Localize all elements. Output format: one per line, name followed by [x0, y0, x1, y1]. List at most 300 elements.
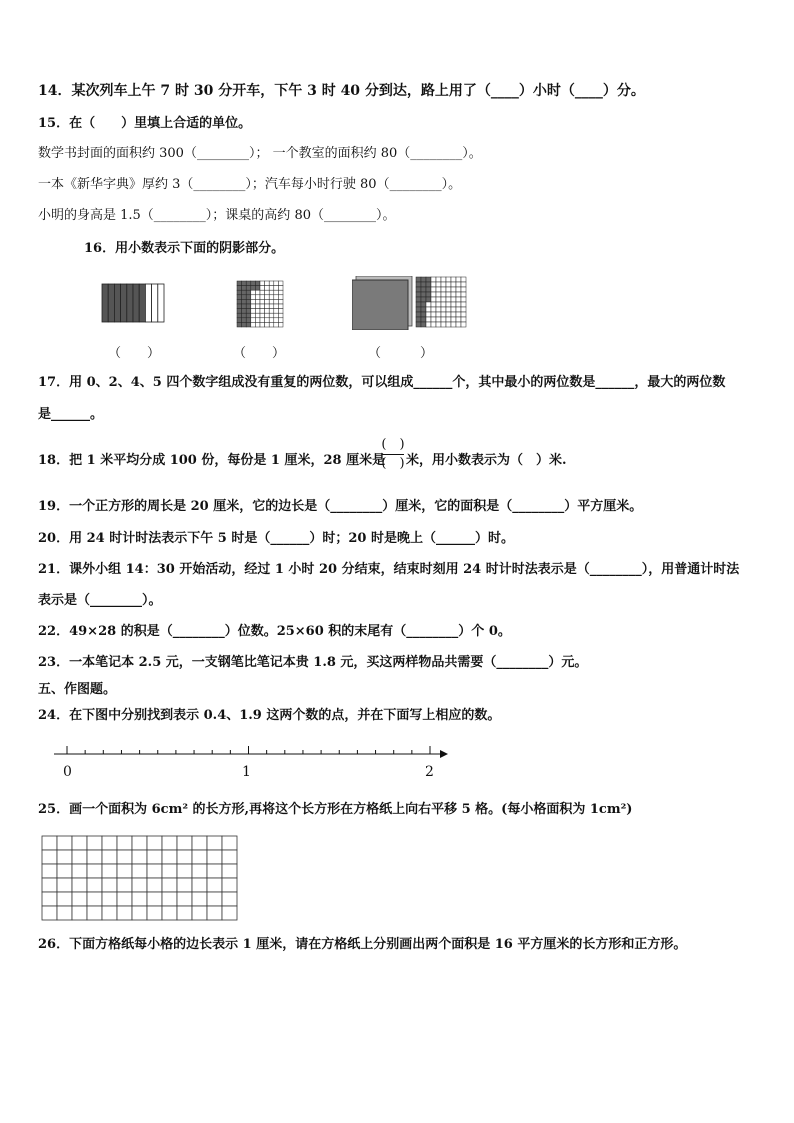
hundredths-cell	[278, 281, 283, 286]
hundredths-cell	[242, 290, 247, 295]
mixed-grid-cell	[446, 317, 451, 322]
graph-paper-cell	[162, 836, 177, 850]
question-18-before: 18．把 1 米平均分成 100 份，每份是 1 厘米，28 厘米是	[38, 453, 386, 468]
mixed-grid-cell	[456, 317, 461, 322]
mixed-grid-cell	[451, 307, 456, 312]
hundredths-cell	[269, 286, 274, 291]
question-15-line-3: 小明的身高是 1.5（________）；课桌的高约 80（________）。	[38, 208, 396, 223]
question-22: 22．49×28 的积是（________）位数。25×60 积的末尾有（________）个 0。	[38, 624, 511, 639]
hundredths-cell	[251, 295, 256, 300]
mixed-grid-cell	[416, 302, 421, 307]
hundredths-cell	[251, 313, 256, 318]
hundredths-cell	[237, 309, 242, 314]
mixed-grid-cell	[416, 287, 421, 292]
graph-paper-cell	[57, 850, 72, 864]
hundredths-cell	[278, 318, 283, 323]
question-16-blank-3: （ ）	[368, 346, 434, 361]
graph-paper-cell	[87, 850, 102, 864]
mixed-grid-cell	[436, 277, 441, 282]
mixed-grid-cell	[446, 302, 451, 307]
mixed-grid-cell	[456, 287, 461, 292]
hundredths-cell	[255, 309, 260, 314]
mixed-grid-cell	[461, 322, 466, 327]
graph-paper-cell	[162, 864, 177, 878]
mixed-grid-cell	[421, 282, 426, 287]
mixed-grid-cell	[441, 317, 446, 322]
graph-paper-cell	[42, 906, 57, 920]
graph-paper-cell	[87, 864, 102, 878]
hundredths-cell	[260, 318, 265, 323]
hundredths-cell	[278, 309, 283, 314]
hundredths-cell	[255, 299, 260, 304]
strip-cell	[158, 284, 164, 322]
mixed-grid-cell	[461, 297, 466, 302]
mixed-grid-cell	[456, 312, 461, 317]
graph-paper-cell	[132, 906, 147, 920]
question-21-line-2: 表示是（________）。	[38, 593, 162, 608]
mixed-grid-cell	[416, 282, 421, 287]
mixed-grid-cell	[426, 317, 431, 322]
mixed-grid-cell	[421, 307, 426, 312]
mixed-grid-cell	[431, 297, 436, 302]
graph-paper-cell	[102, 836, 117, 850]
hundredths-cell	[278, 290, 283, 295]
mixed-grid-cell	[446, 322, 451, 327]
hundredths-grid-figure	[236, 280, 288, 328]
graph-paper-cell	[102, 906, 117, 920]
hundredths-cell	[251, 304, 256, 309]
mixed-grid-cell	[456, 322, 461, 327]
graph-paper-cell	[222, 878, 237, 892]
mixed-grid-cell	[451, 297, 456, 302]
mixed-grid-cell	[416, 322, 421, 327]
graph-paper-cell	[57, 878, 72, 892]
graph-paper-cell	[192, 850, 207, 864]
graph-paper-cell	[57, 892, 72, 906]
graph-paper-cell	[117, 878, 132, 892]
mixed-grid-cell	[456, 282, 461, 287]
mixed-grid-cell	[416, 307, 421, 312]
hundredths-cell	[274, 322, 279, 327]
mixed-grid-cell	[416, 292, 421, 297]
graph-paper-cell	[117, 850, 132, 864]
hundredths-cell	[265, 309, 270, 314]
graph-paper-cell	[162, 892, 177, 906]
mixed-grid-cell	[421, 287, 426, 292]
graph-paper-cell	[57, 864, 72, 878]
hundredths-cell	[242, 281, 247, 286]
hundredths-cell	[255, 318, 260, 323]
graph-paper-cell	[42, 850, 57, 864]
hundredths-cell	[278, 322, 283, 327]
strip-cell	[133, 284, 139, 322]
mixed-grid-cell	[426, 302, 431, 307]
hundredths-cell	[260, 281, 265, 286]
mixed-grid-cell	[441, 322, 446, 327]
hundredths-cell	[251, 290, 256, 295]
mixed-grid-cell	[421, 322, 426, 327]
question-17-line-2: 是______。	[38, 407, 104, 422]
mixed-grid-cell	[456, 307, 461, 312]
mixed-grid-cell	[451, 282, 456, 287]
hundredths-cell	[237, 313, 242, 318]
hundredths-cell	[265, 281, 270, 286]
mixed-grid-cell	[421, 312, 426, 317]
hundredths-cell	[260, 313, 265, 318]
question-23: 23．一本笔记本 2.5 元，一支钢笔比笔记本贵 1.8 元，买这两样物品共需要（________）元。	[38, 655, 588, 670]
hundredths-cell	[251, 318, 256, 323]
question-15-line-1: 数学书封面的面积约 300（________）； 一个教室的面积约 80（________）。	[38, 146, 482, 161]
hundredths-cell	[251, 322, 256, 327]
hundredths-cell	[269, 304, 274, 309]
graph-paper-cell	[72, 864, 87, 878]
strip-cell	[114, 284, 120, 322]
graph-paper-cell	[222, 864, 237, 878]
graph-paper-cell	[222, 892, 237, 906]
graph-paper-cell	[147, 892, 162, 906]
question-15-title: 15．在（ ）里填上合适的单位。	[38, 116, 252, 131]
hundredths-cell	[278, 299, 283, 304]
hundredths-cell	[278, 313, 283, 318]
mixed-grid-cell	[426, 277, 431, 282]
mixed-grid-cell	[446, 287, 451, 292]
hundredths-cell	[246, 286, 251, 291]
mixed-grid-cell	[436, 282, 441, 287]
hundredths-cell	[269, 313, 274, 318]
graph-paper-cell	[102, 892, 117, 906]
question-20: 20．用 24 时计时法表示下午 5 时是（______）时；20 时是晚上（______）时。	[38, 531, 514, 546]
question-19: 19．一个正方形的周长是 20 厘米，它的边长是（________）厘米，它的面积是（________）平方厘米。	[38, 499, 643, 514]
hundredths-cell	[274, 318, 279, 323]
mixed-grid-cell	[461, 307, 466, 312]
hundredths-cell	[237, 322, 242, 327]
question-16-blank-2: （ ）	[233, 346, 286, 361]
hundredths-cell	[265, 318, 270, 323]
hundredths-cell	[269, 295, 274, 300]
mixed-grid-cell	[441, 297, 446, 302]
hundredths-cell	[242, 304, 247, 309]
hundredths-cell	[246, 304, 251, 309]
hundredths-cell	[260, 322, 265, 327]
mixed-grid-cell	[461, 277, 466, 282]
graph-paper-cell	[117, 836, 132, 850]
mixed-grid-cell	[436, 297, 441, 302]
graph-paper-cell	[132, 892, 147, 906]
hundredths-cell	[242, 286, 247, 291]
hundredths-cell	[237, 299, 242, 304]
mixed-grid-cell	[426, 307, 431, 312]
hundredths-cell	[237, 286, 242, 291]
question-16-blank-1: （ ）	[108, 346, 161, 361]
hundredths-cell	[274, 309, 279, 314]
graph-paper-cell	[222, 906, 237, 920]
hundredths-cell	[265, 322, 270, 327]
hundredths-cell	[278, 295, 283, 300]
question-15-line-2: 一本《新华字典》厚约 3（________）；汽车每小时行驶 80（________）。	[38, 177, 462, 192]
tenths-strip-figure	[101, 283, 165, 323]
mixed-grid-cell	[456, 277, 461, 282]
mixed-grid-cell	[436, 317, 441, 322]
mixed-grid-cell	[421, 317, 426, 322]
hundredths-cell	[246, 299, 251, 304]
mixed-decimal-figure	[352, 276, 470, 330]
graph-paper-cell	[192, 906, 207, 920]
hundredths-cell	[255, 281, 260, 286]
mixed-grid-cell	[431, 322, 436, 327]
graph-paper-cell	[147, 864, 162, 878]
graph-paper-cell	[102, 850, 117, 864]
hundredths-cell	[246, 322, 251, 327]
strip-cell	[127, 284, 133, 322]
graph-paper-cell	[177, 836, 192, 850]
graph-paper-cell	[117, 892, 132, 906]
graph-paper-cell	[42, 878, 57, 892]
graph-paper-cell	[222, 850, 237, 864]
hundredths-cell	[274, 299, 279, 304]
mixed-grid-cell	[446, 277, 451, 282]
hundredths-cell	[269, 309, 274, 314]
hundredths-cell	[255, 322, 260, 327]
mixed-grid-cell	[431, 277, 436, 282]
hundredths-cell	[265, 295, 270, 300]
graph-paper-cell	[132, 836, 147, 850]
mixed-grid-cell	[456, 302, 461, 307]
graph-paper-cell	[132, 864, 147, 878]
hundredths-cell	[274, 295, 279, 300]
graph-paper-cell	[72, 892, 87, 906]
hundredths-cell	[255, 286, 260, 291]
mixed-grid-cell	[436, 302, 441, 307]
mixed-grid-cell	[426, 312, 431, 317]
hundredths-cell	[278, 304, 283, 309]
mixed-grid-cell	[426, 322, 431, 327]
hundredths-cell	[251, 299, 256, 304]
strip-cell	[108, 284, 114, 322]
strip-cell	[152, 284, 158, 322]
mixed-grid-cell	[416, 312, 421, 317]
graph-paper-cell	[147, 906, 162, 920]
graph-paper-cell	[72, 850, 87, 864]
graph-paper-cell	[162, 878, 177, 892]
hundredths-cell	[278, 286, 283, 291]
hundredths-cell	[269, 318, 274, 323]
question-18-after: 米，用小数表示为（ ）米.	[406, 453, 567, 468]
mixed-grid-cell	[451, 302, 456, 307]
mixed-grid-cell	[461, 292, 466, 297]
number-line-label-2: 2	[425, 764, 434, 780]
fraction-bar	[382, 454, 404, 455]
hundredths-cell	[274, 304, 279, 309]
hundredths-cell	[260, 309, 265, 314]
hundredths-cell	[246, 290, 251, 295]
graph-paper-cell	[147, 836, 162, 850]
fully-shaded-square	[352, 280, 408, 330]
hundredths-cell	[246, 318, 251, 323]
mixed-grid-cell	[436, 312, 441, 317]
graph-paper-cell	[207, 836, 222, 850]
fraction-denominator: ( )	[381, 456, 405, 471]
graph-paper-cell	[177, 864, 192, 878]
hundredths-cell	[265, 290, 270, 295]
graph-paper-grid	[41, 835, 241, 921]
mixed-grid-cell	[451, 317, 456, 322]
graph-paper-cell	[102, 864, 117, 878]
mixed-grid-cell	[436, 307, 441, 312]
hundredths-cell	[255, 290, 260, 295]
question-26: 26．下面方格纸每小格的边长表示 1 厘米，请在方格纸上分别画出两个面积是 16 平方厘米的长方形和正方形。	[38, 937, 687, 952]
mixed-grid-cell	[451, 312, 456, 317]
hundredths-cell	[242, 313, 247, 318]
hundredths-cell	[242, 295, 247, 300]
hundredths-cell	[269, 299, 274, 304]
mixed-grid-cell	[441, 312, 446, 317]
mixed-grid-cell	[461, 312, 466, 317]
mixed-grid-cell	[426, 297, 431, 302]
hundredths-cell	[237, 318, 242, 323]
question-16-title: 16．用小数表示下面的阴影部分。	[84, 241, 285, 256]
mixed-grid-cell	[431, 287, 436, 292]
mixed-grid-cell	[446, 312, 451, 317]
mixed-grid-cell	[416, 277, 421, 282]
hundredths-cell	[269, 281, 274, 286]
hundredths-cell	[265, 313, 270, 318]
graph-paper-cell	[177, 850, 192, 864]
graph-paper-cell	[162, 906, 177, 920]
mixed-grid-cell	[461, 302, 466, 307]
graph-paper-cell	[177, 906, 192, 920]
mixed-grid-cell	[426, 292, 431, 297]
question-24: 24．在下图中分别找到表示 0.4、1.9 这两个数的点，并在下面写上相应的数。	[38, 708, 501, 723]
mixed-grid-cell	[446, 292, 451, 297]
hundredths-cell	[274, 281, 279, 286]
mixed-grid-cell	[426, 287, 431, 292]
mixed-grid-cell	[431, 302, 436, 307]
question-21-line-1: 21．课外小组 14：30 开始活动，经过 1 小时 20 分结束，结束时刻用 24 时计时法表示是（________），用普通计时法	[38, 562, 740, 577]
strip-cell	[139, 284, 145, 322]
mixed-grid-cell	[441, 277, 446, 282]
mixed-grid-cell	[436, 287, 441, 292]
hundredths-cell	[242, 322, 247, 327]
graph-paper-cell	[207, 864, 222, 878]
mixed-grid-cell	[416, 317, 421, 322]
graph-paper-cell	[192, 836, 207, 850]
number-line-label-1: 1	[242, 764, 251, 780]
mixed-grid-cell	[441, 287, 446, 292]
hundredths-cell	[242, 318, 247, 323]
mixed-grid-cell	[441, 307, 446, 312]
strip-cell	[121, 284, 127, 322]
graph-paper-cell	[117, 906, 132, 920]
graph-paper-cell	[57, 836, 72, 850]
graph-paper-cell	[207, 906, 222, 920]
hundredths-cell	[274, 313, 279, 318]
hundredths-cell	[242, 309, 247, 314]
graph-paper-cell	[162, 850, 177, 864]
graph-paper-cell	[42, 864, 57, 878]
graph-paper-cell	[192, 878, 207, 892]
mixed-grid-cell	[441, 292, 446, 297]
fraction-numerator: ( )	[381, 437, 405, 452]
mixed-grid-cell	[451, 322, 456, 327]
section-five-heading: 五、作图题。	[38, 682, 117, 697]
number-line-label-0: 0	[63, 764, 72, 780]
mixed-grid-cell	[421, 297, 426, 302]
hundredths-cell	[255, 304, 260, 309]
mixed-grid-cell	[456, 292, 461, 297]
hundredths-cell	[237, 281, 242, 286]
graph-paper-cell	[72, 878, 87, 892]
graph-paper-cell	[132, 850, 147, 864]
hundredths-cell	[255, 313, 260, 318]
mixed-grid-cell	[461, 287, 466, 292]
mixed-grid-cell	[446, 282, 451, 287]
hundredths-cell	[237, 290, 242, 295]
graph-paper-cell	[192, 892, 207, 906]
hundredths-cell	[260, 286, 265, 291]
mixed-grid-cell	[431, 292, 436, 297]
mixed-grid-cell	[451, 277, 456, 282]
graph-paper-cell	[207, 850, 222, 864]
hundredths-cell	[260, 290, 265, 295]
number-line	[50, 740, 450, 766]
number-line-arrow	[440, 750, 448, 758]
hundredths-cell	[246, 313, 251, 318]
hundredths-cell	[265, 299, 270, 304]
mixed-grid-cell	[421, 277, 426, 282]
hundredths-cell	[260, 299, 265, 304]
hundredths-cell	[260, 295, 265, 300]
hundredths-cell	[237, 295, 242, 300]
graph-paper-cell	[87, 892, 102, 906]
strip-cell	[102, 284, 108, 322]
graph-paper-cell	[42, 892, 57, 906]
graph-paper-cell	[192, 864, 207, 878]
mixed-grid-cell	[431, 282, 436, 287]
strip-cell	[145, 284, 151, 322]
mixed-grid-cell	[461, 282, 466, 287]
hundredths-cell	[246, 309, 251, 314]
graph-paper-cell	[42, 836, 57, 850]
mixed-grid-cell	[416, 297, 421, 302]
mixed-grid-cell	[451, 292, 456, 297]
graph-paper-cell	[87, 906, 102, 920]
mixed-grid-cell	[451, 287, 456, 292]
mixed-grid-cell	[421, 292, 426, 297]
mixed-grid-cell	[431, 312, 436, 317]
graph-paper-cell	[72, 836, 87, 850]
question-25: 25．画一个面积为 6cm² 的长方形,再将这个长方形在方格纸上向右平移 5 格。(每小格面积为 1cm²)	[38, 802, 633, 817]
mixed-grid-cell	[421, 302, 426, 307]
graph-paper-cell	[147, 850, 162, 864]
hundredths-cell	[246, 295, 251, 300]
mixed-grid-cell	[446, 307, 451, 312]
mixed-grid-cell	[431, 317, 436, 322]
hundredths-cell	[251, 286, 256, 291]
hundredths-cell	[269, 322, 274, 327]
hundredths-cell	[274, 290, 279, 295]
hundredths-cell	[255, 295, 260, 300]
mixed-grid-cell	[431, 307, 436, 312]
graph-paper-cell	[207, 892, 222, 906]
mixed-grid-cell	[426, 282, 431, 287]
hundredths-cell	[265, 286, 270, 291]
graph-paper-cell	[117, 864, 132, 878]
question-14: 14．某次列车上午 7 时 30 分开车，下午 3 时 40 分到达，路上用了（____）小时（____）分。	[38, 83, 645, 99]
mixed-grid-cell	[441, 282, 446, 287]
graph-paper-cell	[132, 878, 147, 892]
graph-paper-cell	[222, 836, 237, 850]
graph-paper-cell	[87, 836, 102, 850]
